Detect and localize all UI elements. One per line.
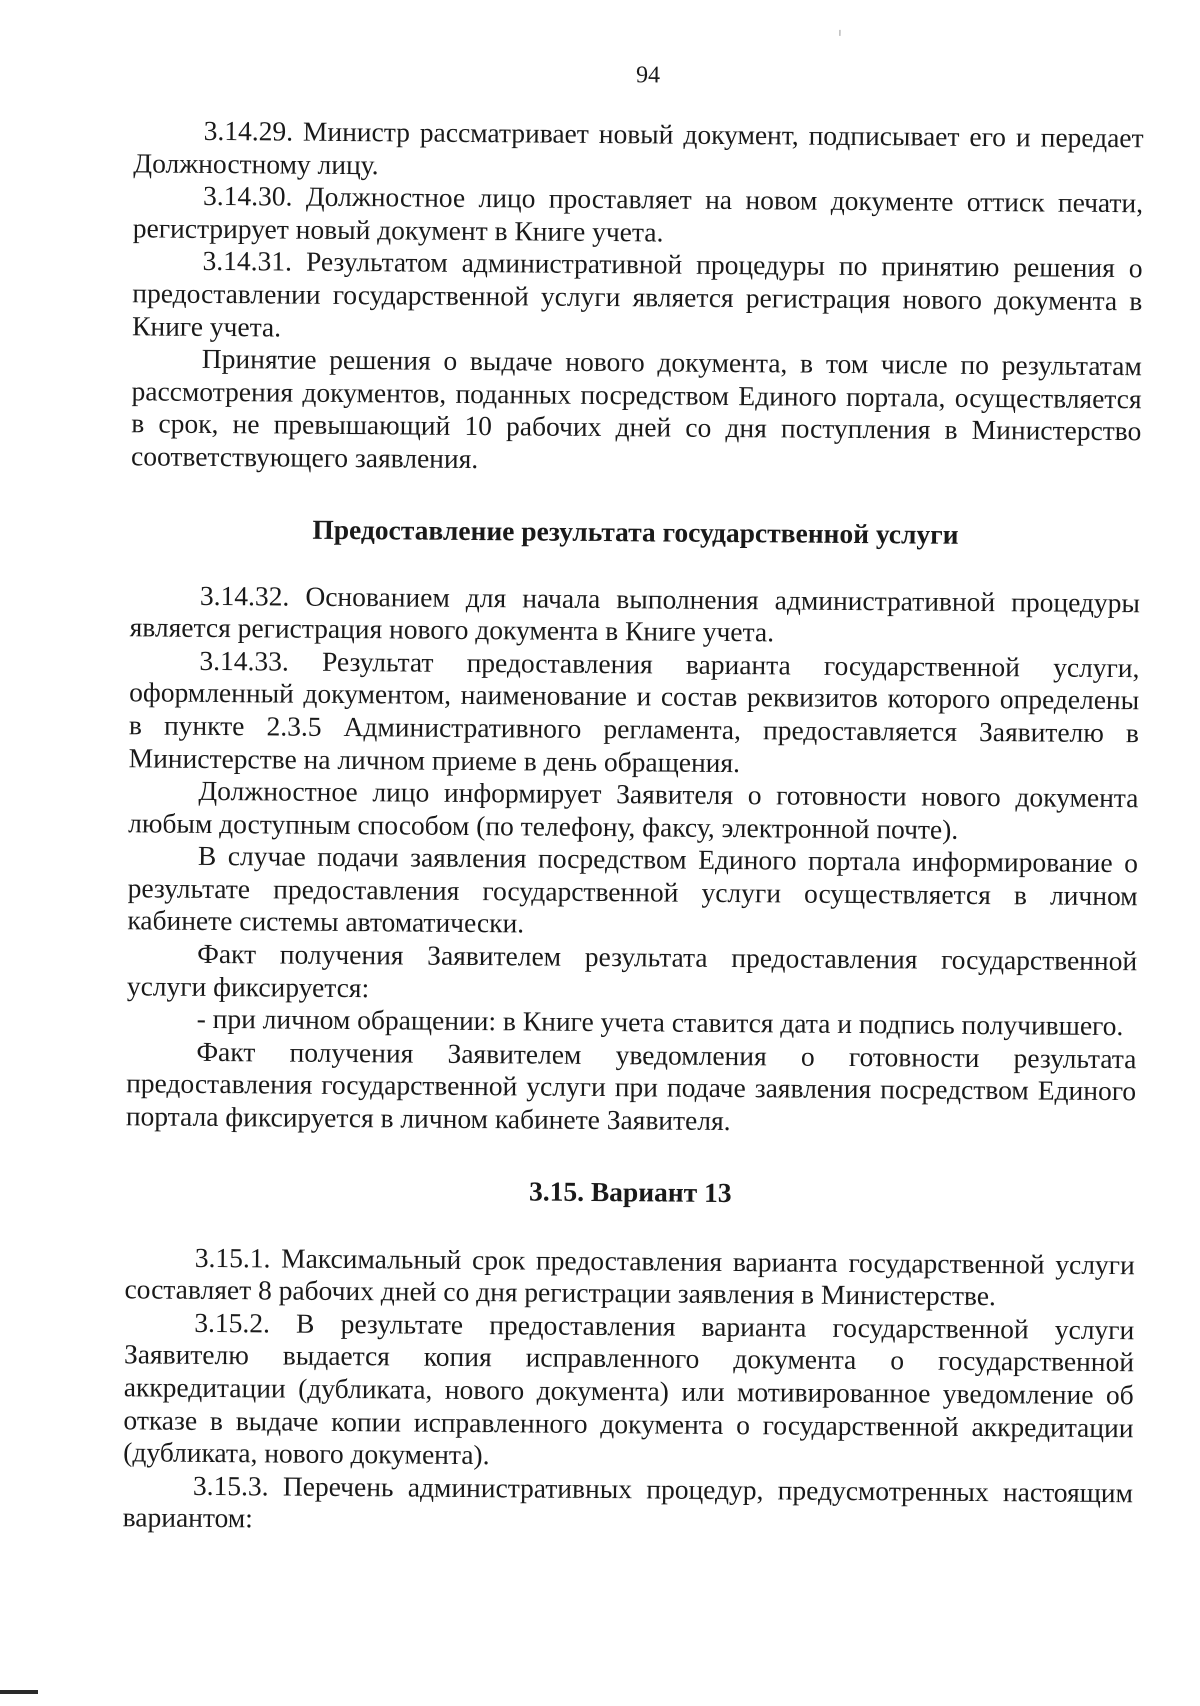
paragraph-3-15-1: 3.15.1. Максимальный срок предоставления варианта государственной услуги составляет 8 рабочих дней со дня регистрации заявления в Министерстве. [124,1241,1135,1312]
page-number: 94 [635,62,661,89]
section-heading-result: Предоставление результата государственной услуги [312,513,959,550]
section-heading-variant-13: 3.15. Вариант 13 [528,1175,732,1208]
scan-edge-mark [0,1690,38,1694]
paragraph-portal-informing: В случае подачи заявления посредством Единого портала информирование о результате предоставления государственной услуги осуществляется в личном кабинете системы автоматически. [127,840,1139,939]
paragraph-3-14-33: 3.14.33. Результат предоставления варианта государственной услуги, оформленный документом, наименование и состав реквизитов которого определены в пункте 2.3.5 Административного регламента, предоставляется Заявителю в Министерстве на личном приеме в день обращения. [128,644,1140,778]
paragraph-notification: Должностное лицо информирует Заявителя о готовности нового документа любым доступным способом (по телефону, факсу, электронной почте). [128,774,1139,845]
scan-artifact [839,30,840,36]
paragraph-personal-visit: - при личном обращении: в Книге учета ставится дата и подпись получившего. [196,1003,1124,1042]
paragraph-3-14-30: 3.14.30. Должностное лицо проставляет на новом документе оттиск печати, регистрирует новый документ в Книге учета. [132,180,1144,248]
paragraph-3-14-29: 3.14.29. Министр рассматривает новый документ, подписывает его и передает Должностному лицу. [133,114,1144,180]
paragraph-3-15-2: 3.15.2. В результате предоставления варианта государственной услуги Заявителю выдается копия исправленного документа о государственной аккредитации (дубликата, нового документа) или мотивированное уведомление об отказе в выдаче копии исправленного документа о государственной аккредитации (дубликата, нового документа). [123,1306,1135,1471]
paragraph-3-15-3: 3.15.3. Перечень административных процедур, предусмотренных настоящим вариантом: [122,1469,1134,1534]
paragraph-3-14-32: 3.14.32. Основанием для начала выполнения административной процедуры является регистрация нового документа в Книге учета. [129,579,1141,648]
document-body [123,114,1144,1542]
paragraph-fact-receipt: Факт получения Заявителем результата предоставления государственной услуги фиксируется: [126,937,1138,1003]
paragraph-fact-notification: Факт получения Заявителем уведомления о готовности результата предоставления государственной услуги при подаче заявления посредством Единого портала фиксируется в личном кабинете Заявителя. [125,1035,1137,1137]
paragraph-decision-deadline: Принятие решения о выдаче нового документа, в том числе по результатам рассмотрения документов, поданных посредством Единого портала, осуществляется в срок, не превышающий 10 рабочих дней со дня поступления в Министерство соответствующего заявления. [130,343,1142,474]
paragraph-3-14-31: 3.14.31. Результатом административной процедуры по принятию решения о предоставлении государственной услуги является регистрация нового документа в Книге учета. [131,245,1143,343]
